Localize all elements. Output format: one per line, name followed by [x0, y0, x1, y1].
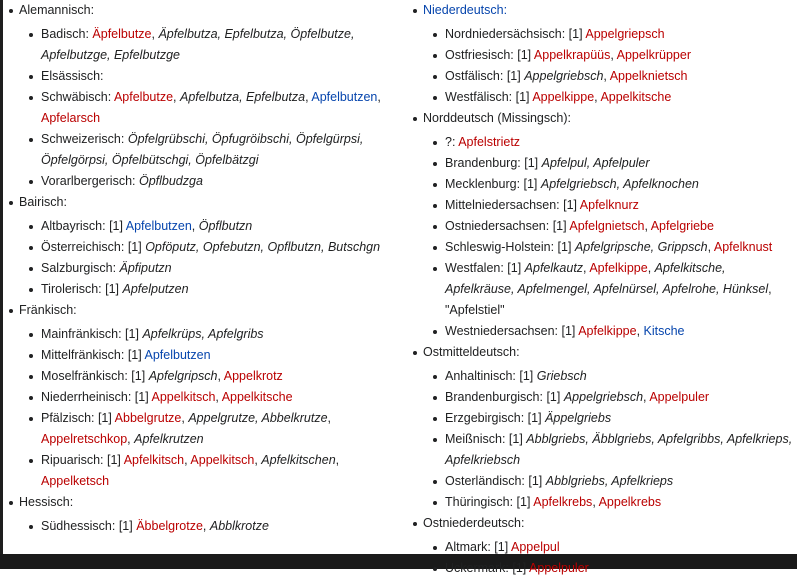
entry-text: ,: [217, 369, 224, 383]
dialect-term: Apfelputzen: [122, 282, 189, 296]
dialect-entry: [29, 279, 391, 300]
group-label: Bairisch:: [9, 194, 397, 211]
entry-text: ,: [305, 90, 312, 104]
entry-text: Badisch:: [41, 27, 93, 41]
dialect-entry-list: [9, 324, 397, 492]
group-label[interactable]: Niederdeutsch:: [413, 2, 797, 19]
entry-text: ,: [335, 453, 340, 467]
dialect-term: Apfelgriebsch, Apfelknochen: [540, 177, 699, 191]
dialect-term: Apfelgripsch: [148, 369, 218, 383]
dialect-term: Äpfelbutza, Epfelbutza, Öpfelbutze, Apfelbutzge, Epfelbutzge: [41, 27, 355, 62]
entry-text: Salzburgisch:: [41, 261, 120, 275]
entry-text: , "Apfelstiel": [445, 282, 772, 317]
redlink-term[interactable]: Appelkitsch: [190, 453, 255, 467]
dialect-entry: [433, 87, 797, 108]
redlink-term[interactable]: Apfelgnietsch: [569, 219, 645, 233]
entry-text: ,: [644, 219, 651, 233]
dialect-group-list: [9, 2, 397, 537]
entry-text: ,: [191, 219, 199, 233]
dialect-term: Appelgriebsch: [563, 390, 644, 404]
entry-text: ,: [610, 48, 617, 62]
entry-text: ,: [151, 27, 159, 41]
dialect-entry: [433, 174, 797, 195]
group-label: Alemannisch:: [9, 2, 397, 19]
entry-text: ,: [127, 432, 135, 446]
link-term[interactable]: Apfelbutzen: [311, 90, 378, 104]
entry-text: Südhessisch: [1]: [41, 519, 137, 533]
dialect-group-niederdeutsch: [413, 2, 797, 108]
entry-text: Ripuarisch: [1]: [41, 453, 124, 467]
redlink-term[interactable]: Appelretschkop: [41, 432, 128, 446]
link-term[interactable]: Apfelbutzen: [144, 348, 211, 362]
group-label: Norddeutsch (Missingsch):: [413, 110, 797, 127]
dialect-entry: [433, 132, 797, 153]
redlink-term[interactable]: Apfelkrebs: [533, 495, 593, 509]
dialect-term: Apfelpul, Apfelpuler: [541, 156, 650, 170]
dialect-group-hessisch: [9, 494, 397, 537]
dialect-term: Abblkrotze: [209, 519, 269, 533]
group-label: Hessisch:: [9, 494, 397, 511]
dialect-term: Äpfiputzn: [119, 261, 172, 275]
entry-text: ,: [173, 90, 180, 104]
entry-text: Meißnisch: [1]: [445, 432, 527, 446]
dialect-entry: [433, 387, 797, 408]
dialect-term: Apfelkrutzen: [134, 432, 204, 446]
entry-text: ,: [647, 261, 655, 275]
dialect-entry-list: [413, 132, 797, 342]
entry-text: Schwäbisch:: [41, 90, 114, 104]
entry-text: Westfalen: [1]: [445, 261, 525, 275]
dialect-entry: [29, 24, 391, 66]
entry-text: Schweizerisch:: [41, 132, 128, 146]
dialect-entry: [29, 237, 391, 258]
dialect-group-bairisch: [9, 194, 397, 300]
dialect-entry: [433, 471, 797, 492]
dialect-entry: [29, 87, 391, 129]
dialect-entry: [29, 258, 391, 279]
redlink-term[interactable]: Appelknietsch: [609, 69, 688, 83]
entry-text: Pfälzisch: [1]: [41, 411, 115, 425]
entry-text: Erzgebirgisch: [1]: [445, 411, 546, 425]
redlink-term[interactable]: Apfelbutze: [113, 90, 174, 104]
dialect-entry-list: [413, 537, 797, 579]
entry-text: Mittelfränkisch: [1]: [41, 348, 145, 362]
entry-text: ,: [594, 90, 601, 104]
entry-text: Altbayrisch: [1]: [41, 219, 126, 233]
dialect-term: Apfelbutza, Epfelbutza: [180, 90, 306, 104]
redlink-term[interactable]: Appelpuler: [649, 390, 710, 404]
entry-text: Westniedersachsen: [1]: [445, 324, 579, 338]
entry-text: Brandenburgisch: [1]: [445, 390, 564, 404]
dialect-entry: [433, 321, 797, 342]
dialect-entry: [29, 216, 391, 237]
dialect-entry: [433, 66, 797, 87]
dialect-term: Apfelkitsche, Apfelkräuse, Apfelmengel, Apfelnürsel, Apfelrohe, Hünksel: [445, 261, 769, 296]
group-label: Ostniederdeutsch:: [413, 515, 797, 532]
entry-text: Mittelniedersachsen: [1]: [445, 198, 580, 212]
link-term[interactable]: Kitsche: [643, 324, 685, 338]
dialect-term: Appelgriebsch: [524, 69, 604, 83]
entry-text: Niederrheinisch: [1]: [41, 390, 152, 404]
entry-text: Brandenburg: [1]: [445, 156, 542, 170]
redlink-term[interactable]: Appelkitsch: [151, 390, 216, 404]
redlink-term[interactable]: Abbelgrutze: [114, 411, 182, 425]
left-column: [9, 0, 397, 538]
dialect-entry: [29, 366, 391, 387]
redlink-term[interactable]: Appelpuler: [529, 561, 589, 575]
dialect-term: Apfelkrüps, Apfelgribs: [142, 327, 264, 341]
dialect-term: Appelgrutze, Abbelkrutze: [188, 411, 328, 425]
dialect-group-list: [413, 2, 797, 579]
link-term[interactable]: Apfelbutzen: [125, 219, 192, 233]
dialect-entry: [433, 366, 797, 387]
entry-text: Thüringisch: [1]: [445, 495, 534, 509]
dialect-entry-list: [9, 216, 397, 300]
group-label: Fränkisch:: [9, 302, 397, 319]
dialect-term: Abblgriebs, Äbblgriebs, Apfelgribbs, Apfelkrieps, Apfelkriebsch: [445, 432, 793, 467]
dialect-group-fränkisch: [9, 302, 397, 492]
dialect-term: Öpflbudzga: [138, 174, 203, 188]
entry-text: Tirolerisch: [1]: [41, 282, 123, 296]
redlink-term[interactable]: Apfelknust: [713, 240, 773, 254]
entry-text: ,: [583, 261, 590, 275]
entry-text: ,: [636, 324, 644, 338]
redlink-term[interactable]: Apfelgriebe: [650, 219, 714, 233]
dialect-entry: [29, 129, 391, 171]
redlink-term[interactable]: Appelkrotz: [223, 369, 283, 383]
dialect-entry: [433, 153, 797, 174]
dialect-entry: [433, 537, 797, 558]
redlink-term[interactable]: Appelkrüpper: [616, 48, 691, 62]
dialect-term: Öpflbutzn: [198, 219, 253, 233]
dialect-entry-list: [413, 366, 797, 513]
entry-text: ,: [643, 390, 650, 404]
dialect-term: Äppelgriebs: [545, 411, 612, 425]
entry-text: Altmark: [1]: [445, 540, 511, 554]
dialect-entry-list: [9, 516, 397, 537]
redlink-term[interactable]: Apfelknurz: [579, 198, 639, 212]
redlink-term[interactable]: Appelpul: [511, 540, 560, 554]
dialect-entry: [433, 216, 797, 237]
dialect-entry: [29, 450, 391, 492]
entry-text: Uckermark: [1]: [445, 561, 530, 575]
redlink-term[interactable]: Appelkippe: [532, 90, 595, 104]
entry-text: Ostfälisch: [1]: [445, 69, 525, 83]
redlink-term[interactable]: Appelkitsche: [221, 390, 293, 404]
redlink-term[interactable]: Appelgriepsch: [585, 27, 665, 41]
entry-text: ,: [202, 519, 210, 533]
redlink-term[interactable]: Apfelkippe: [578, 324, 637, 338]
entry-text: Westfälisch: [1]: [445, 90, 533, 104]
entry-text: ,: [707, 240, 714, 254]
dialect-entry: [29, 408, 391, 450]
entry-text: Mainfränkisch: [1]: [41, 327, 143, 341]
entry-text: Osterländisch: [1]: [445, 474, 546, 488]
dialect-entry: [29, 171, 391, 192]
dialect-entry: [29, 345, 391, 366]
dialect-entry-list: [9, 24, 397, 192]
redlink-term[interactable]: Apfelkippe: [589, 261, 648, 275]
dialect-entry: [433, 237, 797, 258]
entry-text: Nordniedersächsisch: [1]: [445, 27, 586, 41]
entry-text: ,: [215, 390, 222, 404]
redlink-term[interactable]: Äpfelbutze: [92, 27, 152, 41]
window-edge-left: [0, 0, 3, 554]
dialect-term: Apfelkitschen: [261, 453, 336, 467]
right-column: [413, 0, 797, 580]
entry-text: ,: [592, 495, 599, 509]
entry-text: Vorarlbergerisch:: [41, 174, 139, 188]
dialect-entry: [433, 258, 797, 321]
dialect-entry: [433, 24, 797, 45]
entry-text: ,: [181, 411, 189, 425]
dialect-term: Apfelkautz: [524, 261, 584, 275]
redlink-term[interactable]: Appelketsch: [41, 474, 110, 488]
dialect-entry: [29, 66, 391, 87]
dialect-entry: [433, 492, 797, 513]
redlink-term[interactable]: Apfelstrietz: [458, 135, 521, 149]
entry-text: Anhaltinisch: [1]: [445, 369, 537, 383]
dialect-entry: [29, 387, 391, 408]
dialect-entry: [29, 324, 391, 345]
redlink-term[interactable]: Apfelkitsch: [123, 453, 185, 467]
entry-text: Schleswig-Holstein: [1]: [445, 240, 575, 254]
entry-text: Österreichisch: [1]: [41, 240, 146, 254]
redlink-term[interactable]: Appelkrapüüs: [533, 48, 611, 62]
dialect-term: Griebsch: [536, 369, 587, 383]
dialect-term: Öpfelgrübschi, Öpfugröibschi, Öpfelgürpsi, Öpfelgörpsi, Öpfelbütschgi, Öpfelbätzgi: [41, 132, 364, 167]
dialect-group-ostniederdeutsch: [413, 515, 797, 579]
entry-text: Ostfriesisch: [1]: [445, 48, 534, 62]
entry-text: ,: [603, 69, 610, 83]
entry-text: Elsässisch:: [41, 69, 104, 83]
dialect-entry: [433, 429, 797, 471]
dialect-group-norddeutsch-missingsch: [413, 110, 797, 342]
dialect-term: Apfelgripsche, Grippsch: [574, 240, 708, 254]
entry-text: ?:: [445, 135, 459, 149]
entry-text: ,: [327, 411, 332, 425]
redlink-term[interactable]: Appelkitsche: [600, 90, 672, 104]
entry-text: ,: [184, 453, 191, 467]
dialect-group-alemannisch: [9, 2, 397, 192]
entry-text: Moselfränkisch: [1]: [41, 369, 149, 383]
entry-text: Ostniedersachsen: [1]: [445, 219, 570, 233]
dialect-entry-list: [413, 24, 797, 108]
dialect-term: Abblgriebs, Apfelkrieps: [545, 474, 674, 488]
dialect-group-ostmitteldeutsch: [413, 344, 797, 513]
dialect-term: Opföputz, Opfebutzn, Opflbutzn, Butschgn: [145, 240, 381, 254]
redlink-term[interactable]: Appelkrebs: [598, 495, 662, 509]
entry-text: ,: [377, 90, 381, 104]
entry-text: Mecklenburg: [1]: [445, 177, 541, 191]
dialect-entry: [433, 195, 797, 216]
redlink-term[interactable]: Äbbelgrotze: [136, 519, 203, 533]
entry-text: ,: [254, 453, 262, 467]
group-label: Ostmitteldeutsch:: [413, 344, 797, 361]
dialect-entry: [433, 408, 797, 429]
redlink-term[interactable]: Apfelarsch: [41, 111, 101, 125]
dialect-entry: [433, 45, 797, 66]
dialect-entry: [29, 516, 391, 537]
